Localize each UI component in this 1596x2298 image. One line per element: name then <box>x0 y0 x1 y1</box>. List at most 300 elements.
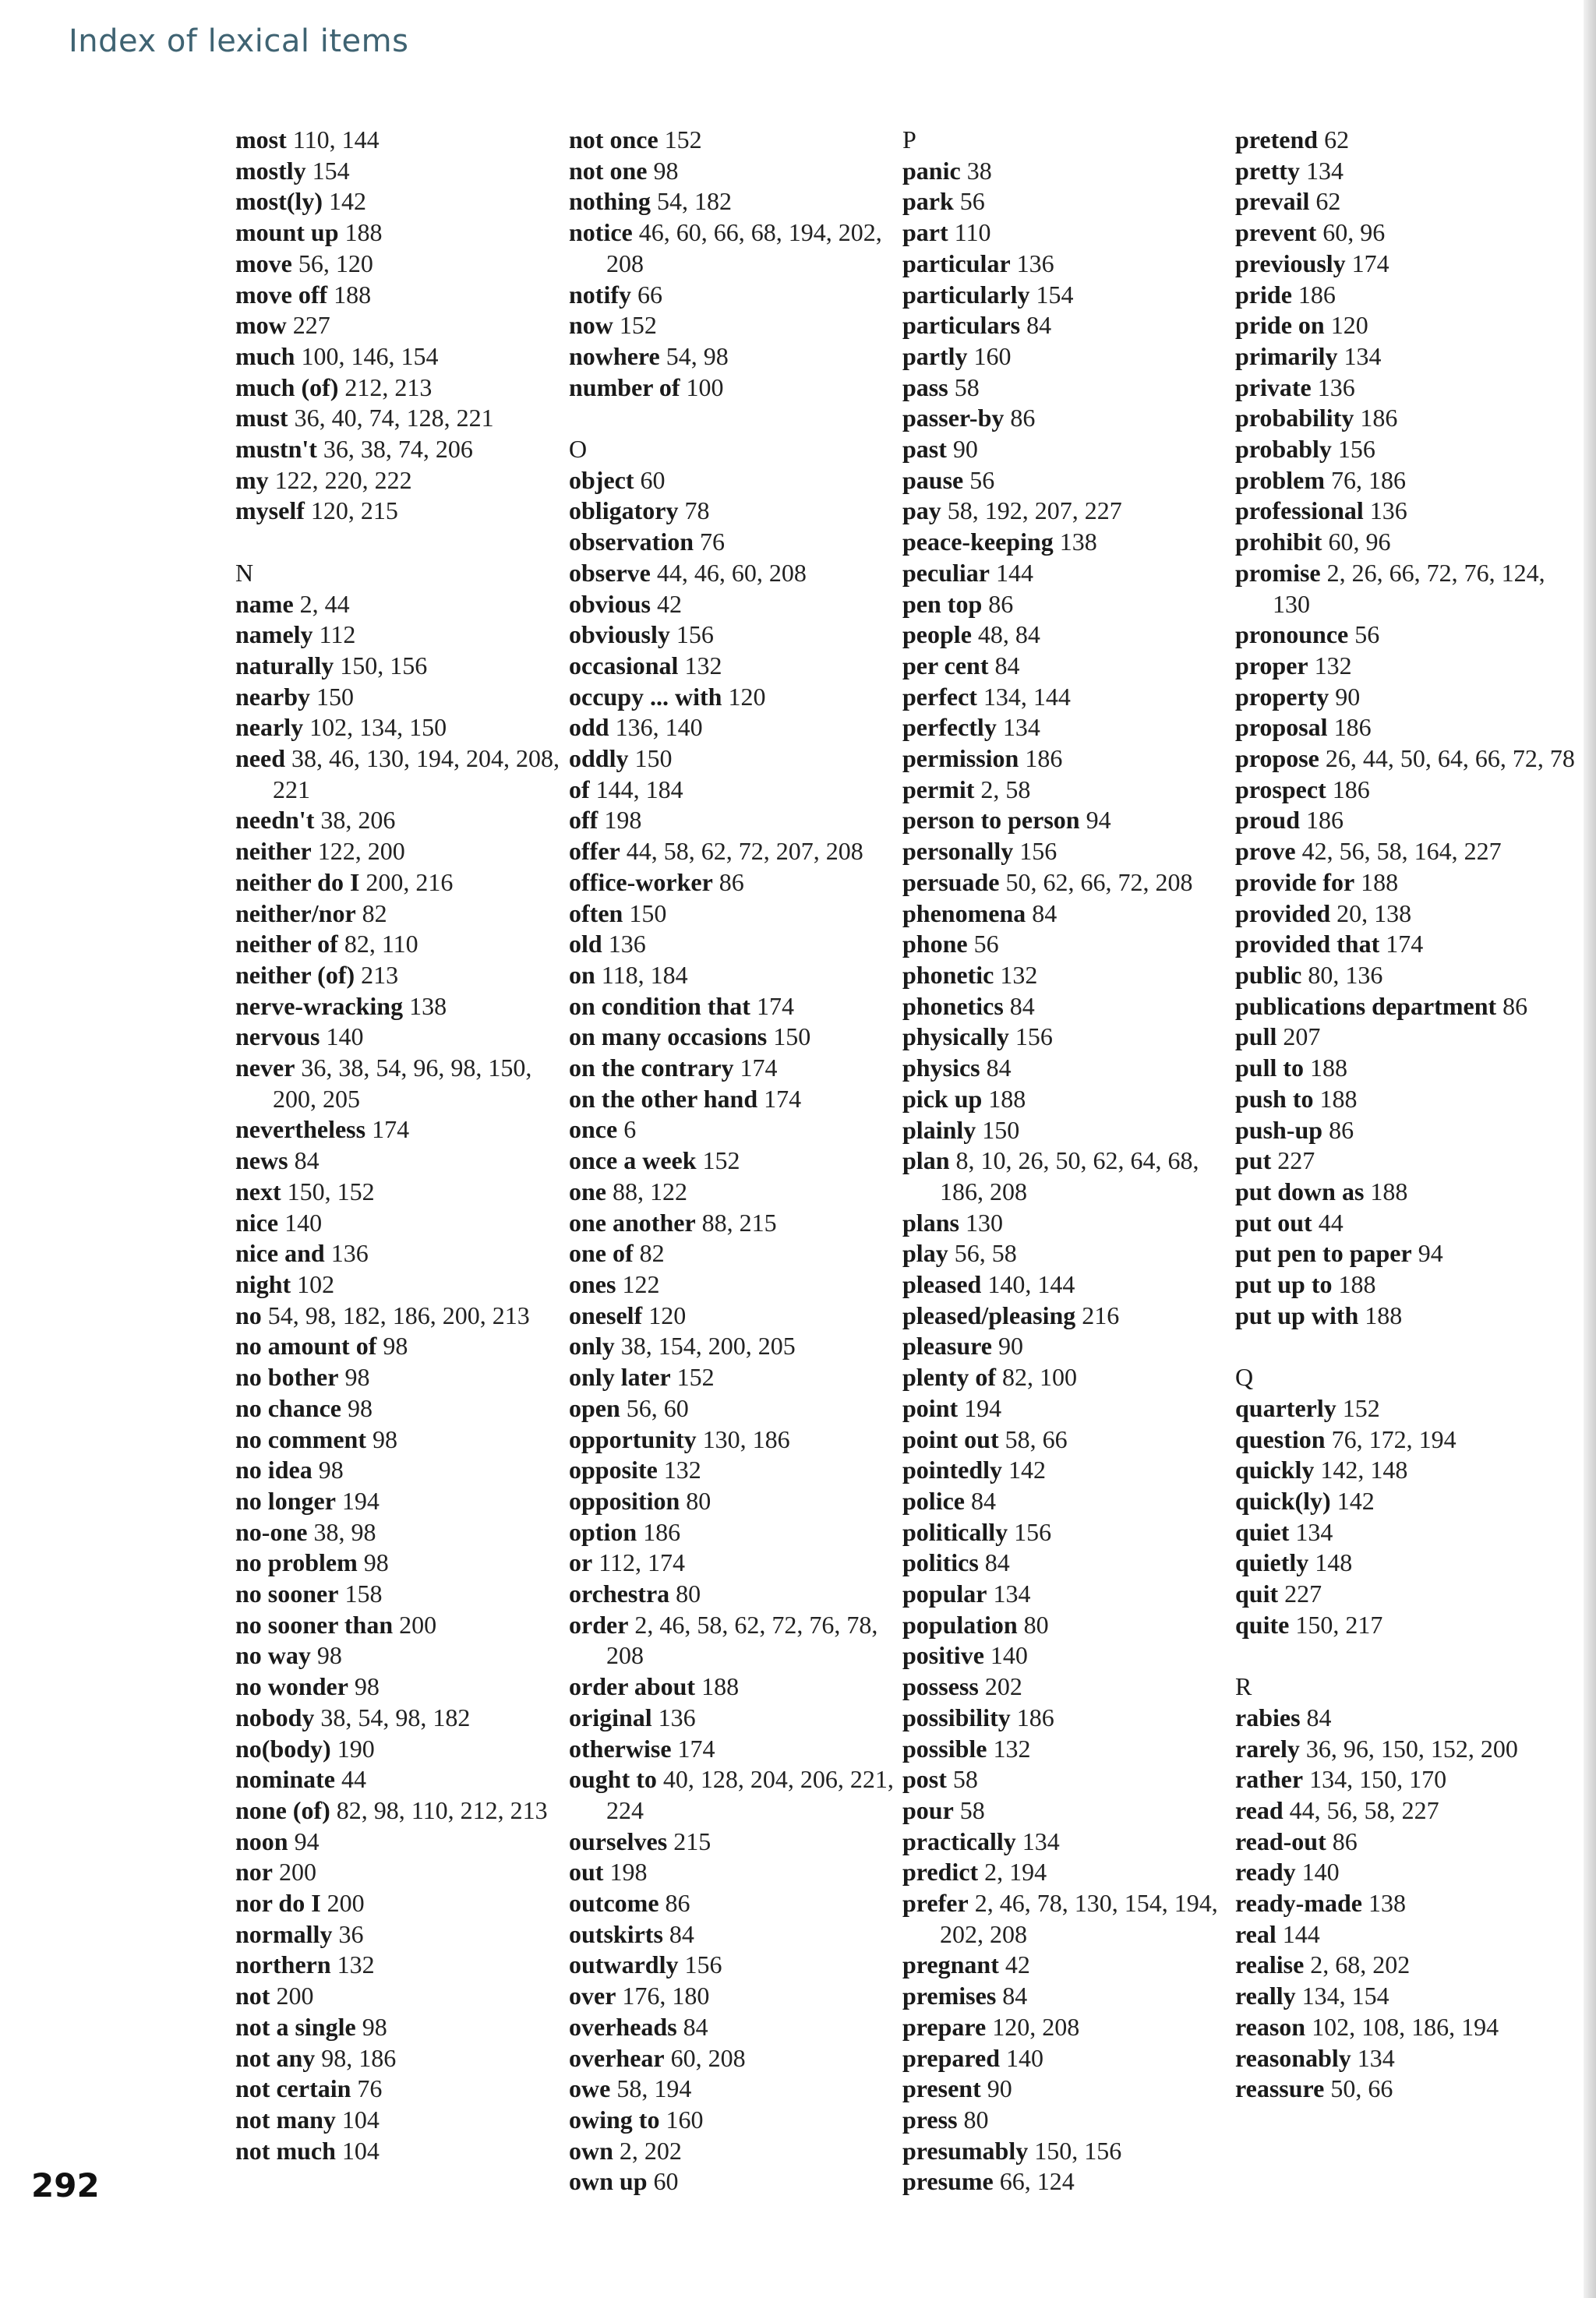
index-term: number of <box>569 372 680 401</box>
page-references: 136 <box>330 1239 369 1268</box>
index-term: noon <box>235 1827 288 1855</box>
page-references: 174 <box>372 1115 410 1144</box>
index-entry <box>235 249 578 280</box>
index-term: possible <box>902 1734 987 1763</box>
index-entry <box>902 2012 1245 2043</box>
index-entry <box>1235 2074 1578 2105</box>
index-term: pride <box>1235 280 1292 309</box>
page-references: 186 <box>1306 806 1344 835</box>
index-term: nor <box>235 1858 273 1887</box>
page-references: 94 <box>1086 806 1111 835</box>
index-term: question <box>1235 1424 1326 1453</box>
page-references: 186 <box>643 1517 681 1546</box>
page-references: 174 <box>677 1734 715 1763</box>
page-references: 132 <box>1314 651 1352 680</box>
index-term: propose <box>1235 744 1319 773</box>
page-references: 198 <box>604 806 642 835</box>
index-term: opportunity <box>569 1424 697 1453</box>
index-term: no <box>235 1301 262 1329</box>
index-term: partly <box>902 341 968 370</box>
index-entry <box>1235 1548 1578 1579</box>
index-term: move off <box>235 280 328 309</box>
index-entry <box>235 1981 578 2012</box>
index-term: now <box>569 311 613 340</box>
index-term: part <box>902 218 948 247</box>
index-entry <box>1235 1022 1578 1053</box>
index-entry <box>1235 2043 1578 2074</box>
page-references: 60, 96 <box>1328 528 1391 556</box>
index-entry <box>902 1269 1245 1301</box>
index-entry <box>1235 1053 1578 1084</box>
index-entry <box>1235 1919 1578 1950</box>
index-entry <box>1235 1795 1578 1827</box>
index-entry <box>902 929 1245 960</box>
index-term: probably <box>1235 435 1332 464</box>
index-entry <box>235 898 578 930</box>
index-term: neither do I <box>235 867 360 896</box>
index-term: news <box>235 1146 288 1175</box>
index-term: office-worker <box>569 867 713 896</box>
page-references: 130 <box>965 1208 1003 1237</box>
page-references: 38 <box>966 156 992 185</box>
page-references: 50, 62, 66, 72, 208 <box>1005 867 1193 896</box>
index-entry <box>902 589 1245 620</box>
index-term: neither/nor <box>235 898 356 927</box>
index-entry <box>569 929 912 960</box>
index-entry <box>569 1053 912 1084</box>
page-references: 120, 215 <box>310 496 398 525</box>
index-entry <box>1235 1827 1578 1858</box>
index-entry <box>902 280 1245 311</box>
page-references: 118, 184 <box>601 960 688 989</box>
index-term: provide for <box>1235 867 1355 896</box>
page-references: 212, 213 <box>344 372 433 401</box>
section-letter: R <box>1235 1672 1252 1701</box>
page-references: 60 <box>640 465 666 494</box>
index-entry <box>569 527 912 558</box>
page-references: 2, 44 <box>299 589 350 618</box>
index-entry <box>902 1857 1245 1888</box>
page-references: 136 <box>1317 372 1355 401</box>
index-term: order <box>569 1610 629 1639</box>
index-entry <box>569 2105 912 2136</box>
index-entry <box>902 1331 1245 1362</box>
page-references: 227 <box>292 311 330 340</box>
index-term: plans <box>902 1208 959 1237</box>
index-entry <box>569 1269 912 1301</box>
page-references: 86 <box>1332 1827 1358 1855</box>
page-references: 98 <box>363 1548 389 1577</box>
index-term: no amount of <box>235 1332 377 1361</box>
page-references: 174 <box>740 1054 778 1082</box>
index-entry <box>235 651 578 682</box>
page-references: 140, 144 <box>987 1270 1075 1299</box>
index-term: plainly <box>902 1115 976 1144</box>
index-entry <box>235 2136 578 2167</box>
page-references: 156 <box>1015 1022 1053 1051</box>
page-references: 190 <box>337 1734 375 1763</box>
index-term: quick(ly) <box>1235 1486 1331 1515</box>
index-entry <box>1235 651 1578 682</box>
page-references: 120, 208 <box>992 2012 1080 2041</box>
index-term: normally <box>235 1919 333 1948</box>
page-references: 150, 152 <box>287 1177 375 1205</box>
index-term: past <box>902 435 947 464</box>
index-entry <box>569 1084 912 1115</box>
index-entry <box>235 589 578 620</box>
index-entry <box>235 1393 578 1424</box>
index-term: namely <box>235 620 313 649</box>
page-references: 136, 140 <box>615 713 703 742</box>
page-references: 38, 98 <box>313 1517 376 1546</box>
page-references: 132 <box>993 1734 1031 1763</box>
index-term: nominate <box>235 1765 335 1794</box>
page-references: 56 <box>969 465 995 494</box>
index-term: move <box>235 249 292 277</box>
index-entry <box>569 712 912 743</box>
page-references: 38, 54, 98, 182 <box>320 1703 471 1731</box>
page-references: 88, 122 <box>613 1177 687 1205</box>
index-term: phonetics <box>902 991 1004 1020</box>
page-references: 38, 206 <box>320 806 396 835</box>
index-entry <box>902 186 1245 217</box>
page-references: 44 <box>1318 1208 1344 1237</box>
index-entry <box>569 805 912 836</box>
index-term: my <box>235 465 269 494</box>
page-references: 134 <box>1002 713 1040 742</box>
index-term: naturally <box>235 651 334 680</box>
index-term: owe <box>569 2074 611 2103</box>
index-entry <box>1235 898 1578 930</box>
page-references: 142 <box>1336 1486 1375 1515</box>
index-term: personally <box>902 837 1014 866</box>
page-references: 120 <box>1330 311 1368 340</box>
page-references: 20, 138 <box>1336 898 1412 927</box>
page-references: 194 <box>341 1486 380 1515</box>
page-references: 98 <box>383 1332 408 1361</box>
index-entry <box>235 341 578 372</box>
index-term: put down as <box>1235 1177 1365 1205</box>
index-term: neither <box>235 837 312 866</box>
index-entry <box>902 1238 1245 1269</box>
page-references: 58 <box>954 372 980 401</box>
index-term: reason <box>1235 2012 1306 2041</box>
index-entry <box>902 1208 1245 1239</box>
index-term: phenomena <box>902 898 1026 927</box>
index-term: provided <box>1235 898 1331 927</box>
index-term: read <box>1235 1795 1284 1824</box>
index-entry <box>902 1084 1245 1115</box>
index-entry <box>902 1764 1245 1795</box>
index-term: opposite <box>569 1456 658 1484</box>
index-entry <box>235 2043 578 2074</box>
index-term: quickly <box>1235 1456 1315 1484</box>
index-entry <box>569 960 912 991</box>
index-entry <box>569 1517 912 1548</box>
page-references: 150 <box>982 1115 1020 1144</box>
index-term: oneself <box>569 1301 643 1329</box>
index-entry <box>235 280 578 311</box>
index-entry <box>235 1053 578 1114</box>
page-references: 138 <box>409 991 447 1020</box>
index-entry <box>902 1640 1245 1671</box>
page-references: 42, 56, 58, 164, 227 <box>1301 837 1502 866</box>
index-term: particulars <box>902 311 1021 340</box>
index-entry <box>1235 1238 1578 1269</box>
index-term: most <box>235 125 287 154</box>
index-term: prepared <box>902 2043 1001 2072</box>
page-references: 138 <box>1059 528 1097 556</box>
page-references: 58, 192, 207, 227 <box>947 496 1122 525</box>
page-references: 50, 66 <box>1330 2074 1393 2103</box>
index-term: physics <box>902 1054 980 1082</box>
index-term: name <box>235 589 294 618</box>
index-entry <box>1235 280 1578 311</box>
page-references: 58 <box>959 1795 985 1824</box>
index-term: reassure <box>1235 2074 1325 2103</box>
page-references: 36, 40, 74, 128, 221 <box>294 404 494 432</box>
index-entry <box>902 434 1245 465</box>
page-references: 186 <box>1016 1703 1054 1731</box>
page-references: 174 <box>756 991 794 1020</box>
page-references: 132 <box>1000 960 1038 989</box>
page-references: 60, 96 <box>1322 218 1386 247</box>
index-entry <box>235 1177 578 1208</box>
page-references: 140 <box>326 1022 364 1051</box>
index-entry <box>902 836 1245 867</box>
index-entry <box>902 217 1245 249</box>
index-entry <box>902 2043 1245 2074</box>
page-references: 56, 120 <box>298 249 373 277</box>
index-entry <box>235 125 578 156</box>
page-references: 120 <box>648 1301 687 1329</box>
index-term: much (of) <box>235 372 339 401</box>
page-references: 140 <box>1006 2043 1044 2072</box>
page-references: 188 <box>1365 1301 1403 1329</box>
page-references: 80 <box>676 1580 701 1608</box>
page-references: 154 <box>1036 280 1074 309</box>
page-references: 158 <box>344 1580 383 1608</box>
index-entry <box>569 186 912 217</box>
index-entry <box>902 898 1245 930</box>
index-entry <box>1235 2012 1578 2043</box>
page-references: 46, 60, 66, 68, 194, 202, 208 <box>606 218 882 277</box>
page-references: 160 <box>666 2105 704 2134</box>
page-references: 227 <box>1284 1580 1322 1608</box>
page-references: 122, 200 <box>317 837 405 866</box>
index-term: overheads <box>569 2012 677 2041</box>
index-entry <box>569 775 912 806</box>
index-term: obvious <box>569 589 651 618</box>
index-entry <box>235 1455 578 1486</box>
index-term: not many <box>235 2105 336 2134</box>
index-term: observation <box>569 528 694 556</box>
page-references: 122 <box>622 1270 660 1298</box>
page-references: 62 <box>1324 125 1350 154</box>
page-references: 2, 26, 66, 72, 76, 124, 130 <box>1273 558 1545 618</box>
index-entry <box>569 1022 912 1053</box>
page-references: 186 <box>1333 713 1372 742</box>
page-references: 140 <box>284 1208 323 1237</box>
index-term: prepare <box>902 2012 987 2041</box>
index-term: nearby <box>235 682 310 711</box>
index-entry <box>902 1827 1245 1858</box>
index-term: own up <box>569 2167 648 2196</box>
index-term: push to <box>1235 1084 1314 1113</box>
index-term: not much <box>235 2136 336 2165</box>
page-references: 150 <box>773 1022 811 1051</box>
index-term: no(body) <box>235 1734 331 1763</box>
index-term: one another <box>569 1208 696 1237</box>
index-entry <box>235 1734 578 1765</box>
page-references: 86 <box>665 1889 690 1918</box>
index-term: or <box>569 1548 593 1577</box>
index-term: otherwise <box>569 1734 672 1763</box>
index-term: permit <box>902 775 975 803</box>
index-term: nervous <box>235 1022 320 1051</box>
index-entry <box>569 1331 912 1362</box>
index-entry <box>902 2166 1245 2197</box>
page-references: 227 <box>1277 1146 1315 1175</box>
index-term: rarely <box>1235 1734 1300 1763</box>
page-references: 142, 148 <box>1320 1456 1408 1484</box>
index-term: really <box>1235 1982 1296 2010</box>
index-entry <box>569 1238 912 1269</box>
page-references: 98, 186 <box>321 2043 397 2072</box>
index-entry <box>902 775 1245 806</box>
section-letter: Q <box>1235 1363 1254 1392</box>
page-references: 90 <box>987 2074 1012 2103</box>
index-entry <box>569 2074 912 2105</box>
index-entry <box>902 1145 1245 1207</box>
page-references: 66 <box>637 280 662 309</box>
page-references: 8, 10, 26, 50, 62, 64, 68, 186, 208 <box>940 1146 1199 1205</box>
page-references: 98 <box>372 1424 397 1453</box>
index-term: once a week <box>569 1146 697 1175</box>
index-term: mount up <box>235 218 339 247</box>
index-term: put pen to paper <box>1235 1239 1412 1268</box>
page-references: 142 <box>328 187 366 216</box>
index-term: publications department <box>1235 991 1497 1020</box>
index-entry <box>902 651 1245 682</box>
page-references: 122, 220, 222 <box>274 465 412 494</box>
index-term: pleased <box>902 1270 982 1299</box>
page-references: 156 <box>1014 1517 1052 1546</box>
index-entry <box>902 1671 1245 1703</box>
index-entry <box>569 2012 912 2043</box>
index-term: permission <box>902 744 1019 773</box>
index-term: no comment <box>235 1424 366 1453</box>
index-term: realise <box>1235 1950 1305 1979</box>
index-entry <box>902 2074 1245 2105</box>
index-term: not one <box>569 156 648 185</box>
index-term: mostly <box>235 156 306 185</box>
index-term: ourselves <box>569 1827 668 1855</box>
page-references: 188 <box>1370 1177 1408 1205</box>
page-references: 134, 154 <box>1301 1982 1389 2010</box>
page-references: 60 <box>653 2167 679 2196</box>
index-entry <box>235 1857 578 1888</box>
page-references: 94 <box>1418 1239 1443 1268</box>
index-term: press <box>902 2106 958 2134</box>
page-references: 36, 38, 54, 96, 98, 150, 200, 205 <box>273 1054 532 1113</box>
index-term: ought to <box>569 1765 657 1794</box>
index-entry <box>235 1362 578 1393</box>
index-entry <box>235 1795 578 1827</box>
index-term: public <box>1235 960 1302 989</box>
index-term: persuade <box>902 867 1000 896</box>
index-term: perfect <box>902 682 977 711</box>
page-references: 94 <box>294 1827 320 1855</box>
page-references: 150, 156 <box>340 651 428 680</box>
index-term: no way <box>235 1641 311 1670</box>
index-entry <box>569 2043 912 2074</box>
index-entry <box>235 156 578 187</box>
index-term: not certain <box>235 2074 351 2103</box>
page-references: 36, 38, 74, 206 <box>323 435 473 464</box>
index-entry <box>1235 1703 1578 1734</box>
index-entry <box>235 1827 578 1858</box>
index-entry <box>569 682 912 713</box>
page-references: 2, 46, 78, 130, 154, 194, 202, 208 <box>940 1889 1218 1948</box>
index-term: professional <box>1235 496 1364 525</box>
page-references: 202 <box>984 1672 1022 1701</box>
index-entry <box>569 867 912 898</box>
index-entry <box>569 1114 912 1145</box>
page-references: 150, 156 <box>1034 2136 1122 2165</box>
index-term: pronounce <box>1235 620 1349 649</box>
index-entry <box>1235 1579 1578 1610</box>
index-term: often <box>569 898 623 927</box>
index-entry <box>235 929 578 960</box>
page-references: 150 <box>634 744 673 773</box>
page-references: 76 <box>700 528 725 556</box>
page-references: 104 <box>341 2136 380 2165</box>
page-references: 102, 108, 186, 194 <box>1312 2012 1499 2041</box>
section-gap <box>569 403 912 434</box>
page-references: 84 <box>683 2012 708 2041</box>
index-term: put <box>1235 1146 1272 1175</box>
index-term: no bother <box>235 1363 339 1392</box>
index-entry <box>902 1548 1245 1579</box>
page-references: 152 <box>1342 1393 1380 1422</box>
index-term: primarily <box>1235 341 1338 370</box>
index-entry <box>235 836 578 867</box>
index-entry <box>1235 186 1578 217</box>
index-entry <box>235 217 578 249</box>
page-references: 36 <box>338 1919 364 1948</box>
index-term: pause <box>902 465 964 494</box>
index-term: presumably <box>902 2136 1029 2165</box>
index-column-4 <box>1235 125 1578 2105</box>
page-references: 174 <box>764 1084 802 1113</box>
index-term: needn't <box>235 806 315 835</box>
index-entry <box>235 991 578 1022</box>
index-term: obligatory <box>569 496 679 525</box>
index-entry <box>1235 1455 1578 1486</box>
page-references: 44, 56, 58, 227 <box>1289 1795 1439 1824</box>
index-entry <box>1235 1981 1578 2012</box>
index-entry <box>902 341 1245 372</box>
page-references: 186 <box>1360 404 1398 432</box>
index-term: observe <box>569 558 651 587</box>
page-references: 84 <box>669 1919 694 1948</box>
index-term: quarterly <box>1235 1393 1336 1422</box>
index-term: popular <box>902 1580 987 1608</box>
section-gap <box>1235 1640 1578 1671</box>
page-references: 186 <box>1025 744 1063 773</box>
index-term: ones <box>569 1270 616 1298</box>
